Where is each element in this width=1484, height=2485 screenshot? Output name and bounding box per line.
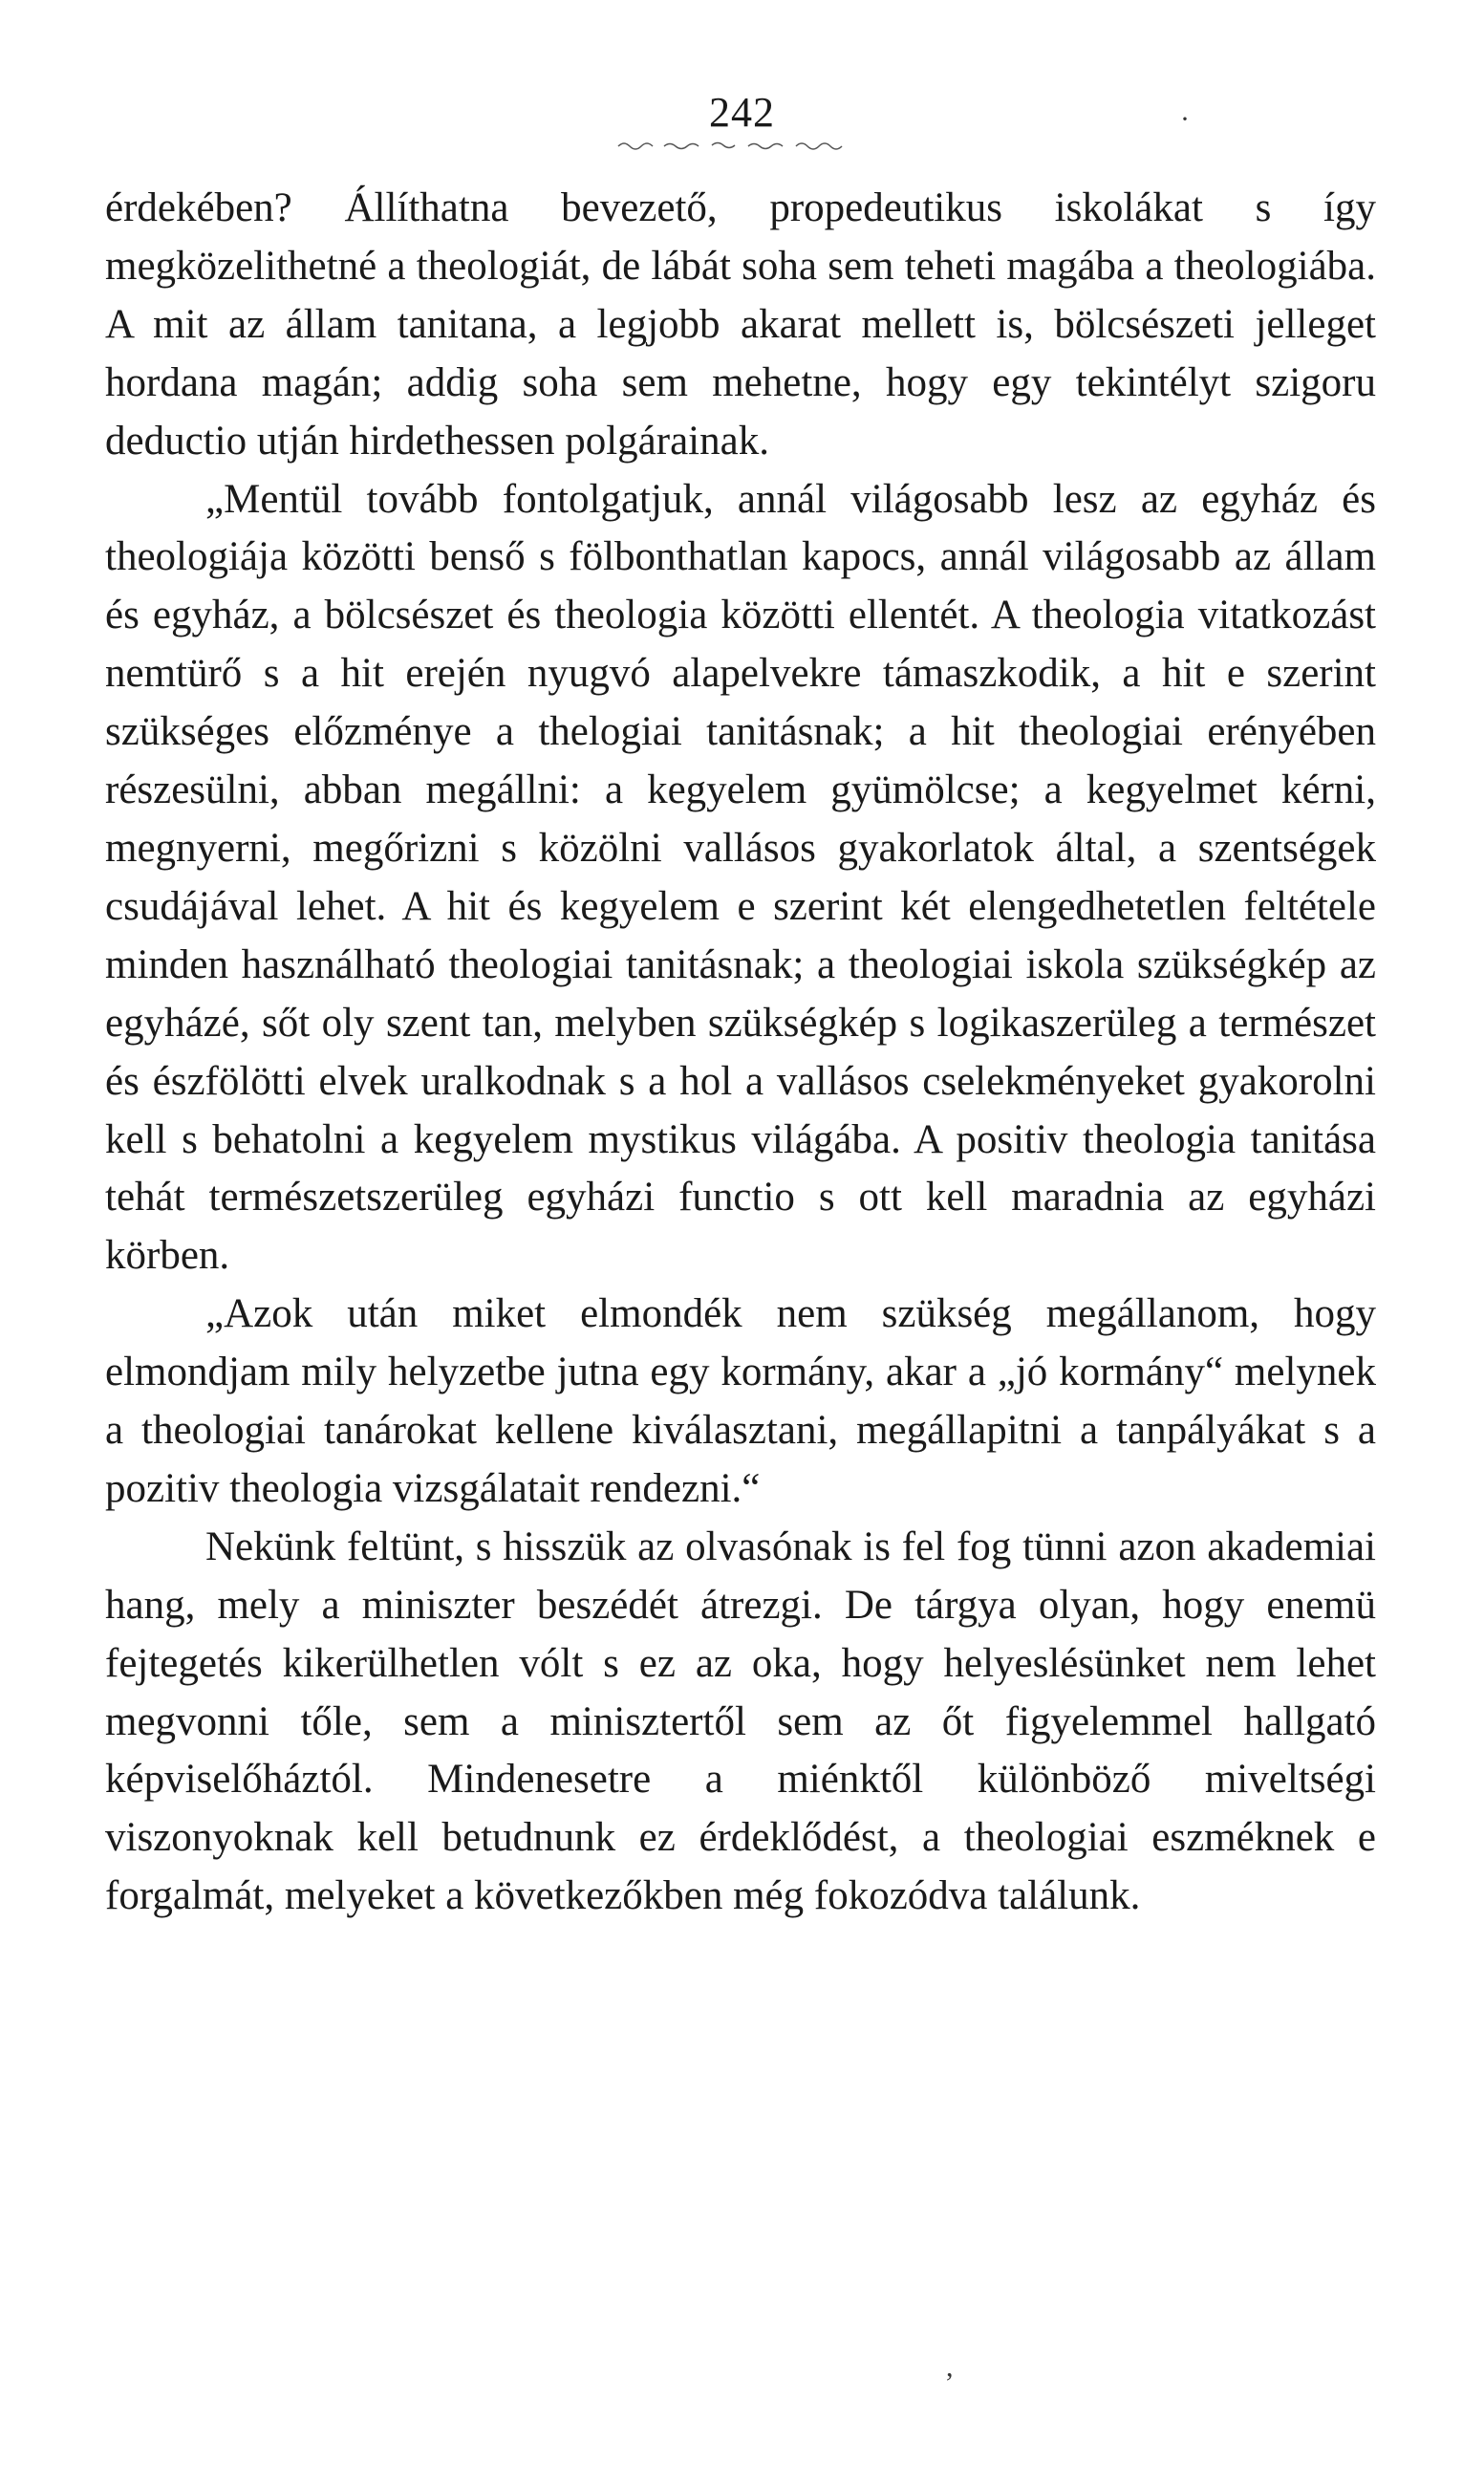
- paragraph: Nekünk feltünt, s hisszük az olvasónak is fel fog tünni azon akademiai hang, mely a miniszter beszédét átrezgi. De tárgya olyan, hogy enemü fejtegetés kikerülhetlen vólt s ez az oka, hogy helyeslésünket nem lehet megvonni tőle, sem a minisztertől sem az őt figyelemmel hallgató képviselőháztól. Mindenesetre a miénktől különböző miveltségi viszonyoknak kell betudnunk ez érdeklődést, a theologiai eszméknek e forgalmát, melyeket a következőkben még fokozódva találunk.: [105, 1523, 1376, 1919]
- ornament-divider: [616, 139, 846, 152]
- page-number: 242: [709, 89, 775, 136]
- paragraph: érdekében? Állíthatna bevezető, propedeutikus iskolákat s így megközelithetné a theologiát, de lábát soha sem teheti magába a theologiába. A mit az állam tanitana, a legjobb akarat mellett is, bölcsészeti jelleget hordana magán; addig soha sem mehetne, hogy egy tekintélyt szigoru deductio utján hirdethessen polgárainak.: [105, 185, 1376, 464]
- stray-tick: ,: [946, 2351, 954, 2383]
- stray-dot: ·: [1180, 103, 1190, 135]
- body-text: [105, 180, 1376, 1926]
- paragraph: „Mentül tovább fontolgatjuk, annál világosabb lesz az egyház és theologiája közötti benső s fölbonthatlan kapocs, annál világosabb az állam és egyház, a bölcsészet és theologia közötti ellentét. A theologia vitatkozást nemtürő s a hit erején nyugvó alapelvekre támaszkodik, a hit e szerint szükséges előzménye a thelogiai tanitásnak; a hit theologiai erényében részesülni, abban megállni: a kegyelem gyümölcse; a kegyelmet kérni, megnyerni, megőrizni s közölni vallásos gyakorlatok által, a szentségek csudájával lehet. A hit és kegyelem e szerint két elengedhetetlen feltétele minden használható theologiai tanitásnak; a theologiai iskola szükségkép az egyházé, sőt oly szent tan, melyben szükségkép s logikaszerüleg a természet és észfölötti elvek uralkodnak s a hol a vallásos cselekményeket gyakorolni kell s behatolni a kegyelem mystikus világába. A positiv theologia tanitása tehát természetszerüleg egyházi functio s ott kell maradnia az egyházi körben.: [105, 476, 1376, 1279]
- paragraph: „Azok után miket elmondék nem szükség megállanom, hogy elmondjam mily helyzetbe jutna egy kormány, akar a „jó kormány“ melynek a theologiai tanárokat kellene kiválasztani, megállapitni a tanpályákat s a pozitiv theologia vizsgálatait rendezni.“: [105, 1291, 1376, 1511]
